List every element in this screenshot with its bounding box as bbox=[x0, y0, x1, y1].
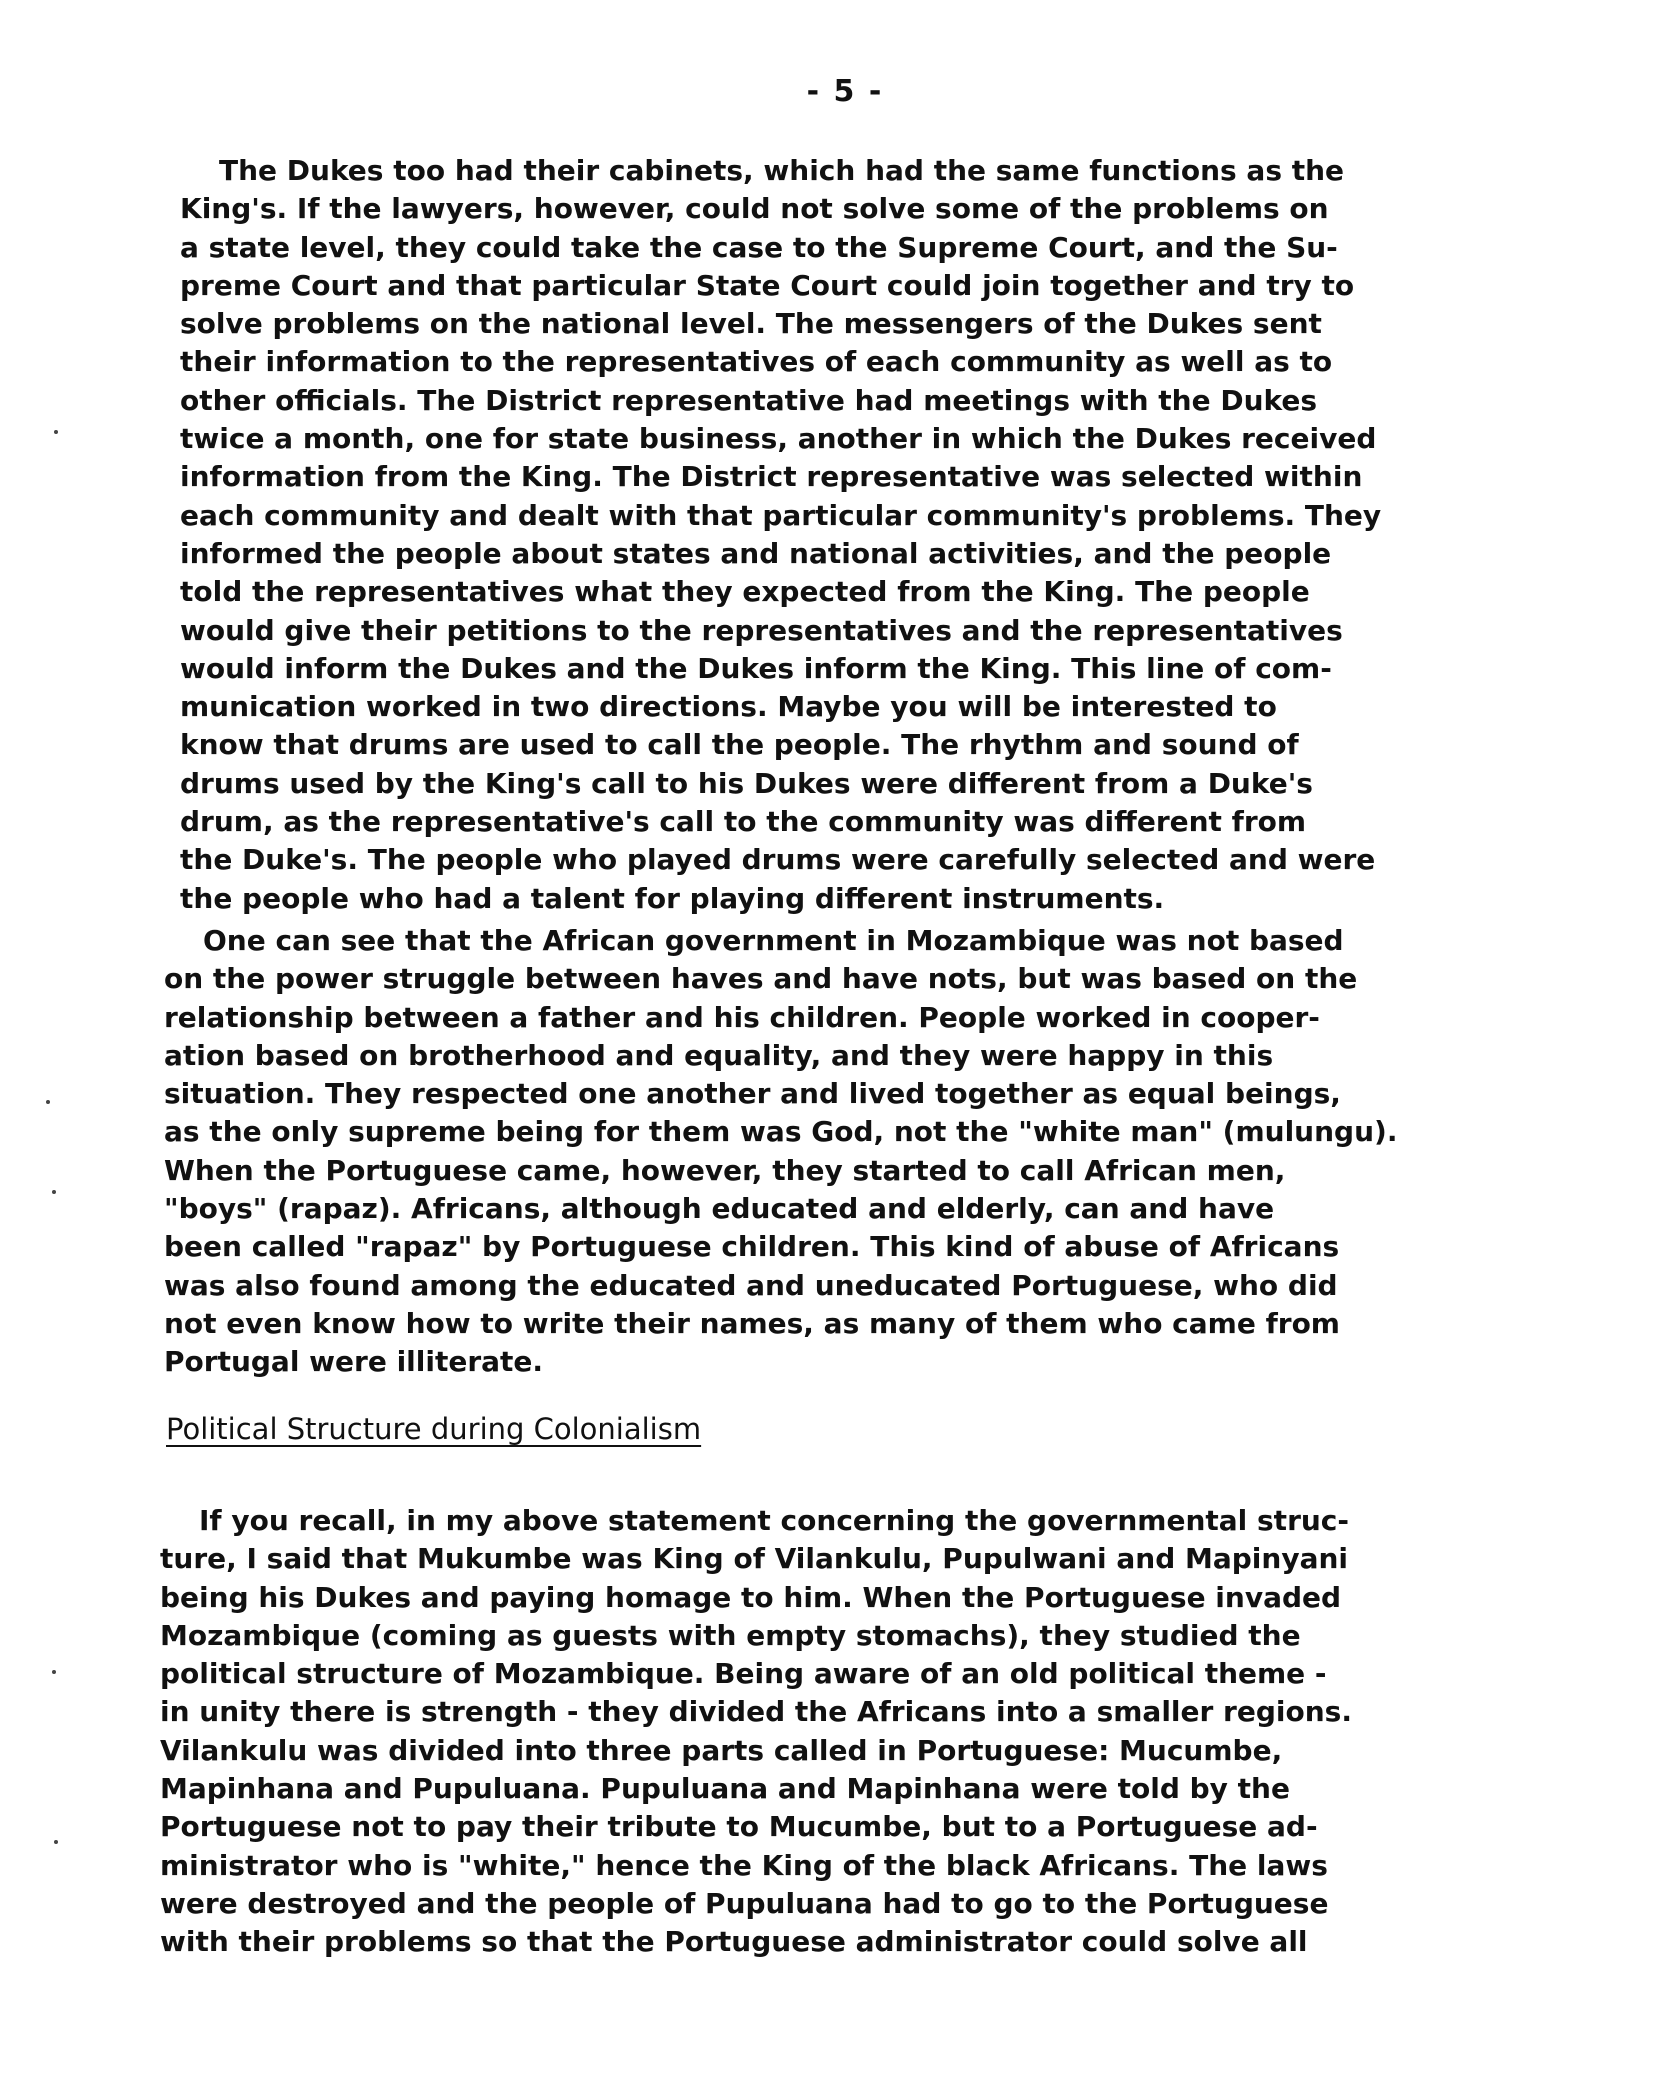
paragraph-governmental-structure bbox=[160, 1502, 1470, 1962]
text-line: was also found among the educated and uneducated Portuguese, who did bbox=[164, 1268, 1338, 1302]
text-line: ministrator who is "white," hence the King of the black Africans. The laws bbox=[160, 1848, 1328, 1882]
text-line: preme Court and that particular State Court could join together and try to bbox=[180, 268, 1355, 302]
text-line: If you recall, in my above statement concerning the governmental struc- bbox=[160, 1504, 1350, 1537]
text-line: in unity there is strength - they divided the Africans into a smaller regions. bbox=[160, 1695, 1352, 1729]
text-line: "boys" (rapaz). Africans, although educated and elderly, can and have bbox=[164, 1192, 1275, 1226]
text-line: situation. They respected one another and lived together as equal beings, bbox=[164, 1077, 1341, 1111]
text-line: were destroyed and the people of Pupuluana had to go to the Portuguese bbox=[160, 1886, 1329, 1920]
text-line: political structure of Mozambique. Being aware of an old political theme - bbox=[160, 1657, 1327, 1691]
text-line: the Duke's. The people who played drums were carefully selected and were bbox=[180, 843, 1376, 877]
text-line: other officials. The District representative had meetings with the Dukes bbox=[180, 383, 1318, 417]
text-line: know that drums are used to call the people. The rhythm and sound of bbox=[180, 728, 1299, 762]
text-line: on the power struggle between haves and have nots, but was based on the bbox=[164, 962, 1358, 996]
paragraph-dukes-cabinets bbox=[180, 152, 1470, 918]
text-line: would inform the Dukes and the Dukes inform the King. This line of com- bbox=[180, 651, 1332, 685]
text-line: King's. If the lawyers, however, could not solve some of the problems on bbox=[180, 192, 1329, 226]
text-line: a state level, they could take the case to the Supreme Court, and the Su- bbox=[180, 230, 1338, 264]
scan-speck bbox=[52, 1190, 56, 1194]
text-line: as the only supreme being for them was God, not the "white man" (mulungu). bbox=[164, 1115, 1398, 1149]
text-line: informed the people about states and national activities, and the people bbox=[180, 536, 1332, 570]
text-line: twice a month, one for state business, another in which the Dukes received bbox=[180, 422, 1377, 456]
scan-speck bbox=[54, 1840, 58, 1844]
text-line: Portuguese not to pay their tribute to Mucumbe, but to a Portuguese ad- bbox=[160, 1810, 1318, 1844]
text-line: would give their petitions to the representatives and the representatives bbox=[180, 613, 1343, 647]
text-line: information from the King. The District representative was selected within bbox=[180, 460, 1363, 494]
text-line: One can see that the African government in Mozambique was not based bbox=[164, 924, 1344, 957]
text-line: The Dukes too had their cabinets, which had the same functions as the bbox=[180, 154, 1345, 187]
text-line: ture, I said that Mukumbe was King of Vilankulu, Pupulwani and Mapinyani bbox=[160, 1542, 1349, 1576]
text-line: been called "rapaz" by Portuguese children. This kind of abuse of Africans bbox=[164, 1230, 1340, 1264]
text-line: Vilankulu was divided into three parts called in Portuguese: Mucumbe, bbox=[160, 1733, 1283, 1767]
page-number: - 5 - bbox=[806, 74, 884, 109]
scan-speck bbox=[54, 430, 58, 434]
text-line: the people who had a talent for playing different instruments. bbox=[180, 881, 1165, 915]
scan-speck bbox=[52, 1670, 56, 1674]
scan-speck bbox=[46, 1100, 50, 1104]
text-line: relationship between a father and his children. People worked in cooper- bbox=[164, 1000, 1320, 1034]
text-line: their information to the representatives of each community as well as to bbox=[180, 345, 1333, 379]
text-line: being his Dukes and paying homage to him. When the Portuguese invaded bbox=[160, 1580, 1342, 1614]
text-line: Portugal were illiterate. bbox=[164, 1345, 544, 1379]
paragraph-african-government bbox=[164, 922, 1474, 1382]
text-line: Mozambique (coming as guests with empty stomachs), they studied the bbox=[160, 1618, 1301, 1652]
text-line: not even know how to write their names, as many of them who came from bbox=[164, 1306, 1340, 1340]
text-line: Mapinhana and Pupuluana. Pupuluana and Mapinhana were told by the bbox=[160, 1772, 1290, 1806]
text-line: ation based on brotherhood and equality, and they were happy in this bbox=[164, 1038, 1274, 1072]
text-line: drums used by the King's call to his Dukes were different from a Duke's bbox=[180, 766, 1313, 800]
text-line: When the Portuguese came, however, they started to call African men, bbox=[164, 1153, 1286, 1187]
text-line: with their problems so that the Portuguese administrator could solve all bbox=[160, 1925, 1308, 1959]
text-line: drum, as the representative's call to the community was different from bbox=[180, 805, 1307, 839]
text-line: each community and dealt with that particular community's problems. They bbox=[180, 498, 1382, 532]
text-line: munication worked in two directions. Maybe you will be interested to bbox=[180, 690, 1277, 724]
text-line: solve problems on the national level. The messengers of the Dukes sent bbox=[180, 307, 1322, 341]
text-line: told the representatives what they expected from the King. The people bbox=[180, 575, 1310, 609]
section-heading: Political Structure during Colonialism bbox=[166, 1412, 702, 1446]
